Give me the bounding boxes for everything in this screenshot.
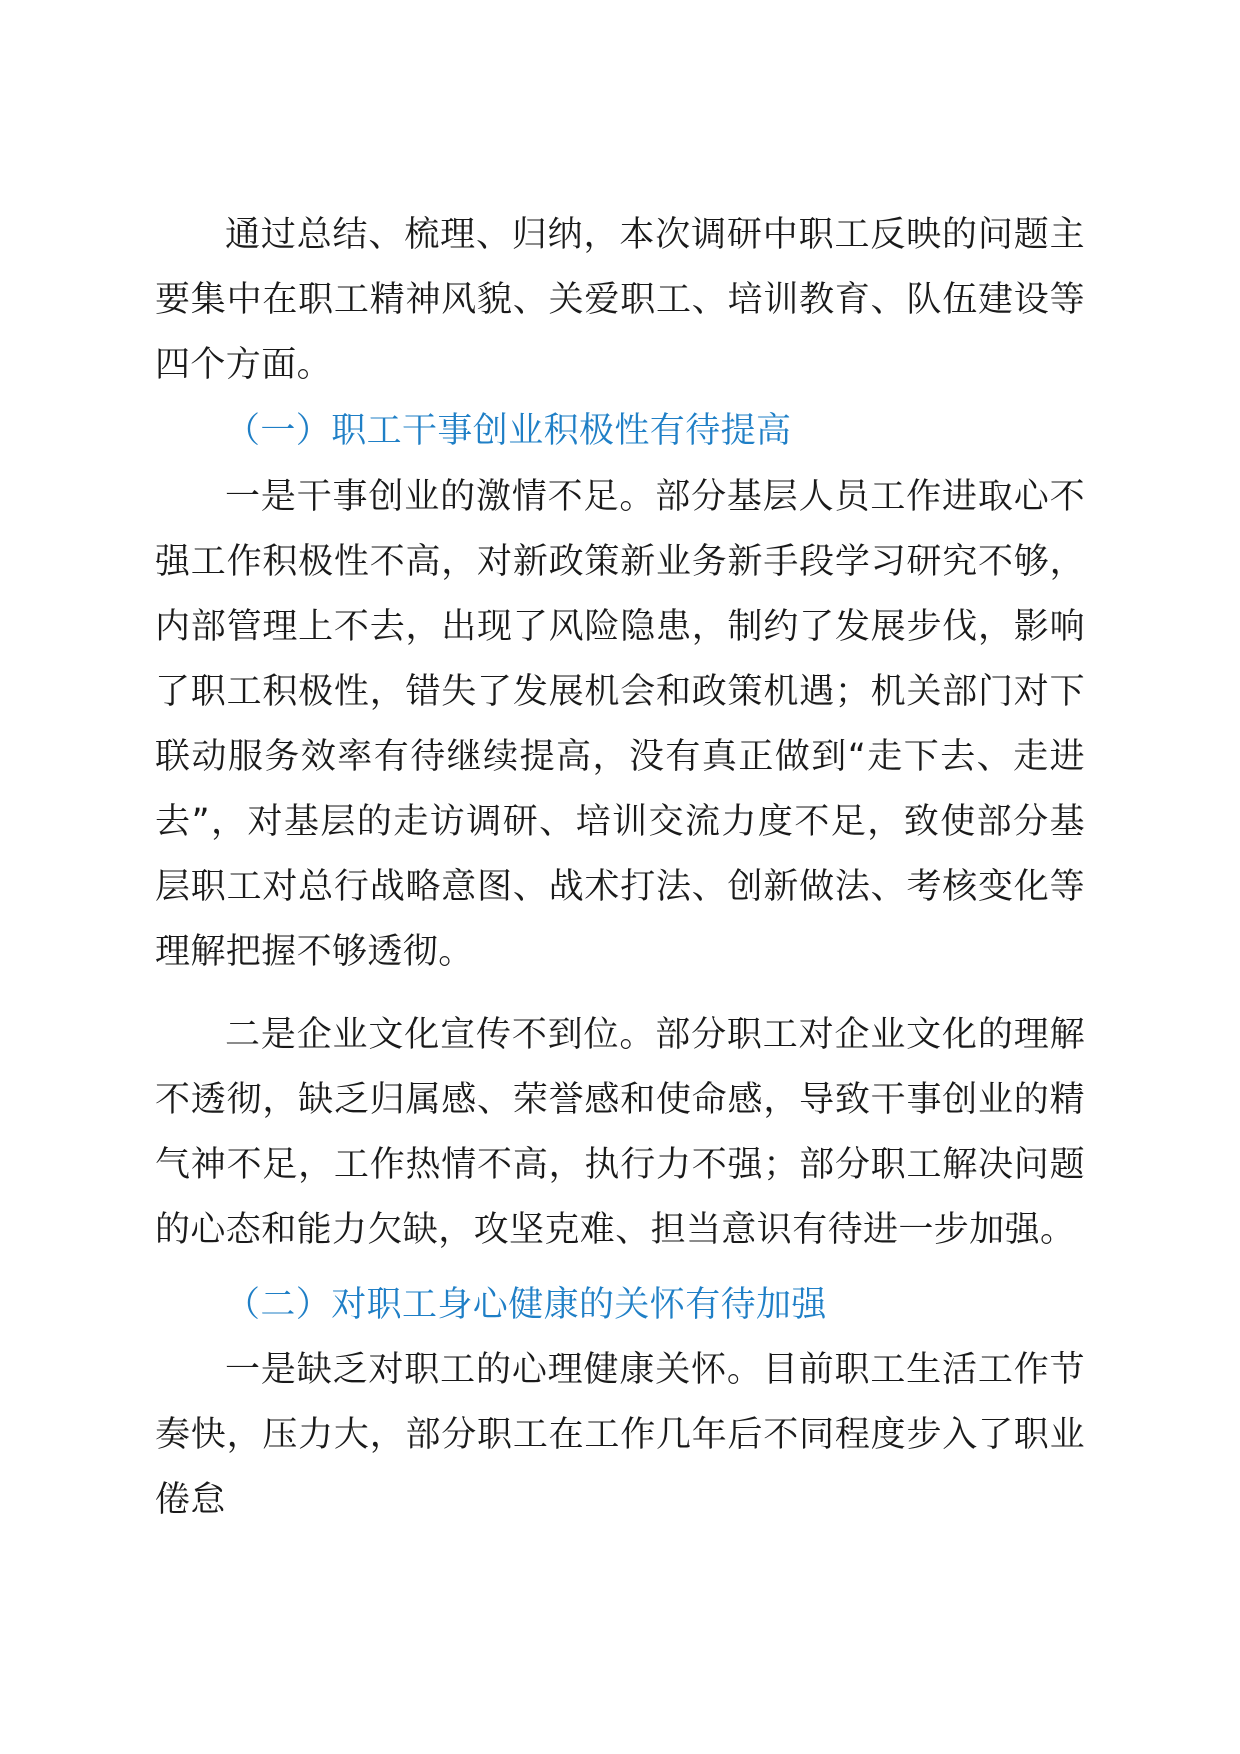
paragraph-3: 一是缺乏对职工的心理健康关怀。目前职工生活工作节奏快，压力大，部分职工在工作几年后不同程度步入了职业倦怠 xyxy=(155,1350,1085,1520)
paragraph-1: 一是干事创业的激情不足。部分基层人员工作进取心不强工作积极性不高，对新政策新业务新手段学习研究不够，内部管理上不去，出现了风险隐患，制约了发展步伐，影响了职工积极性，错失了发展机会和政策机遇；机关部门对下联动服务效率有待继续提高，没有真正做到“走下去、走进去”，对基层的走访调研、培训交流力度不足，致使部分基层职工对总行战略意图、战术打法、创新做法、考核变化等理解把握不够透彻。 xyxy=(155,477,1085,972)
paragraph-2: 二是企业文化宣传不到位。部分职工对企业文化的理解不透彻，缺乏归属感、荣誉感和使命感，导致干事创业的精气神不足，工作热情不高，执行力不强；部分职工解决问题的心态和能力欠缺，攻坚克难、担当意识有待进一步加强。 xyxy=(155,1015,1085,1250)
section-heading-2: （二）对职工身心健康的关怀有待加强 xyxy=(225,1285,827,1325)
section-heading-1: （一）职工干事创业积极性有待提高 xyxy=(225,411,792,451)
document-page xyxy=(155,203,1085,1533)
intro-paragraph: 通过总结、梳理、归纳，本次调研中职工反映的问题主要集中在职工精神风貌、关爱职工、培训教育、队伍建设等四个方面。 xyxy=(155,215,1085,385)
